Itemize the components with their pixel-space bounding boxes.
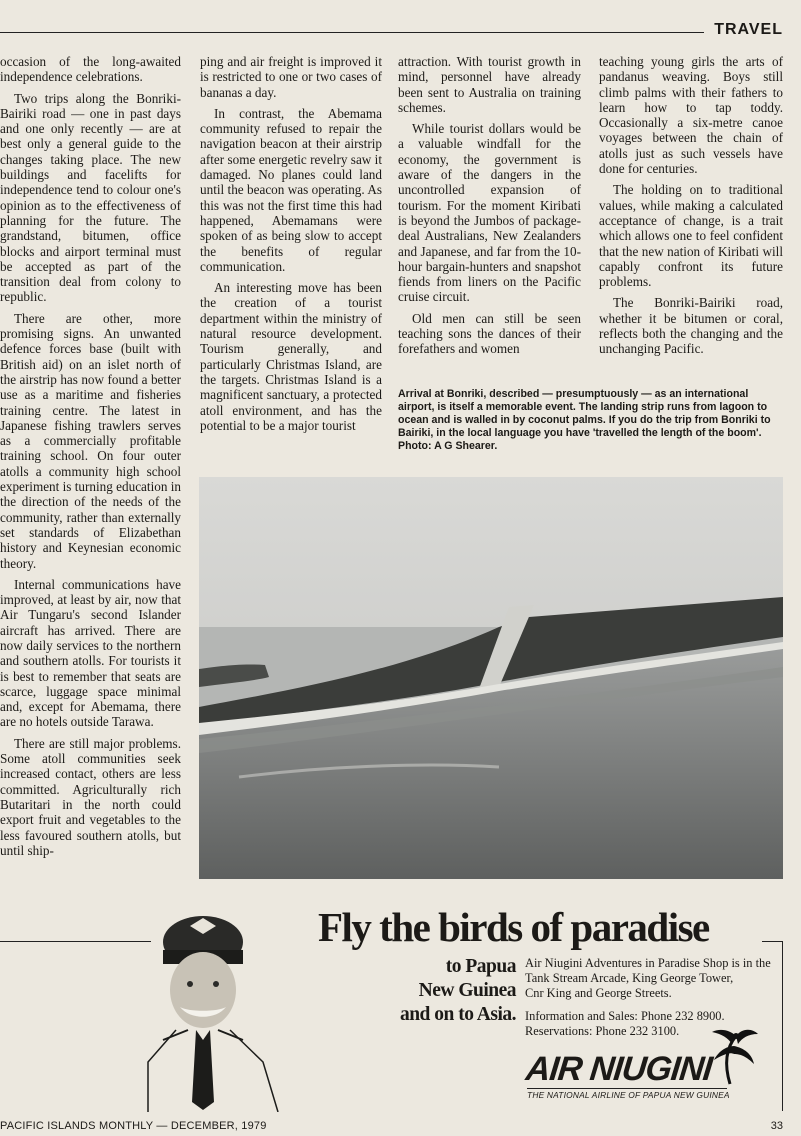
photo-caption: Arrival at Bonriki, described — presumptuously — as an international airport, is itself a memorable event. The landing strip runs from lagoon to ocean and is walled in by coconut palms. If you do the trip from Bonriki to Bairiki, in the local language you have 'travelled the length of the boom'. Photo: A G Shearer. bbox=[398, 388, 771, 452]
pilot-illustration bbox=[128, 912, 308, 1112]
article-paragraph: Old men can still be seen teaching sons the dances of their forefathers and women bbox=[398, 310, 581, 357]
header-rule bbox=[0, 32, 704, 33]
ad-contact-line: Information and Sales: Phone 232 8900. bbox=[525, 1009, 725, 1023]
article-column-4 bbox=[599, 54, 783, 363]
article-paragraph: Internal communications have improved, at least by air, now that Air Tungaru's second Islander aircraft has arrived. There are now daily services to the northern and southern atolls. For tourists it is best to remember that seats are scarce, luggage space minimal and, except for Abemama, there are no hotels outside Tarawa. bbox=[0, 576, 181, 730]
ad-border-vertical bbox=[782, 941, 783, 1111]
brand-underline bbox=[527, 1088, 727, 1089]
article-paragraph: The holding on to traditional values, while making a calculated acceptance of change, is a trait which allows one to feel confident that the new nation of Kiribati will capably confront its future problems. bbox=[599, 182, 783, 290]
ad-destination-line: and on to Asia. bbox=[399, 1004, 516, 1025]
article-paragraph: In contrast, the Abemama community refused to repair the navigation beacon at their airstrip after some energetic revelry saw it damaged. No planes could land until the beacon was operating. As this was not the first time this had happened, Abemamans were spoken of as being slow to accept the benefits of regular communication. bbox=[200, 105, 382, 274]
ad-destination-line: to Papua bbox=[445, 956, 516, 977]
aerial-photo-bonriki-airstrip bbox=[199, 477, 783, 879]
ad-info-line: Tank Stream Arcade, King George Tower, bbox=[525, 971, 734, 985]
ad-destinations bbox=[388, 955, 516, 1027]
ad-info-line: Cnr King and George Streets. bbox=[525, 986, 672, 1000]
ad-info-line: Air Niugini Adventures in Paradise Shop is in the bbox=[525, 956, 771, 970]
article-paragraph: Two trips along the Bonriki-Bairiki road — one in past days and one only recently — are at best only a general guide to the changes taking place. The new buildings and facelifts for independence tend to colour one's opinion as to the effectiveness of planning for the future. The grandstand, bitumen, office blocks and airport terminal must be accepted as part of the transition deal from colony to republic. bbox=[0, 90, 181, 305]
section-title: TRAVEL bbox=[714, 21, 783, 38]
ad-border-right bbox=[762, 941, 783, 942]
article-paragraph: An interesting move has been the creation of a tourist department within the ministry of natural resource development. Tourism generally, and particularly Christmas Island, are the targets. Christmas Island is a magnificent sanctuary, a protected atoll environment, and has the potential to be a major tourist bbox=[200, 280, 382, 433]
article-paragraph: teaching young girls the arts of pandanus weaving. Boys still climb palms with their fathers to learn how to tap toddy. Occasionally a six-metre canoe voyages between the chain of atolls just as such vessels have done for centuries. bbox=[599, 54, 783, 177]
ad-headline: Fly the birds of paradise bbox=[318, 904, 709, 950]
article-paragraph: While tourist dollars would be a valuable windfall for the economy, the government is aware of the dangers in the uncontrolled expansion of tourism. For the moment Kiribati is beyond the Jumbos of package-deal Australians, New Zealanders and Japanese, and far from the 10-hour bargain-hunters and snapshot fiends from liners on the Pacific cruise circuit. bbox=[398, 121, 581, 305]
article-paragraph: There are still major problems. Some atoll communities seek increased contact, others are less committed. Agriculturally rich Butaritari in the north could export fruit and vegetables to the less favoured southern atolls, but until ship- bbox=[0, 735, 181, 858]
brand-tagline: THE NATIONAL AIRLINE OF PAPUA NEW GUINEA bbox=[527, 1090, 730, 1100]
article-column-2 bbox=[200, 54, 382, 439]
article-paragraph: ping and air freight is improved it is restricted to one or two cases of bananas a day. bbox=[200, 54, 382, 100]
ad-contact-line: Reservations: Phone 232 3100. bbox=[525, 1024, 680, 1038]
page-number: 33 bbox=[770, 1120, 783, 1132]
article-column-1 bbox=[0, 54, 181, 884]
article-paragraph: The Bonriki-Bairiki road, whether it be bitumen or coral, reflects both the changing and the unchanging Pacific. bbox=[599, 295, 783, 357]
bird-of-paradise-icon bbox=[700, 1024, 760, 1090]
publication-footer: PACIFIC ISLANDS MONTHLY — DECEMBER, 1979 bbox=[0, 1120, 267, 1132]
ad-destination-line: New Guinea bbox=[418, 980, 516, 1001]
article-paragraph: occasion of the long-awaited independence celebrations. bbox=[0, 54, 181, 85]
air-niugini-logo-text: AIR NIUGINI bbox=[524, 1050, 714, 1088]
article-column-3 bbox=[398, 54, 581, 363]
article-paragraph: attraction. With tourist growth in mind, personnel have already been sent to Australia on training schemes. bbox=[398, 54, 581, 115]
article-paragraph: There are other, more promising signs. An unwanted defence forces base (built with British aid) on an islet north of the airstrip has now found a better use as a maritime and fisheries training centre. The latest in Japanese fishing trawlers serves as a commercially profitable training school. On four outer atolls a community high school experiment is turning education in the direction of the needs of the community, rather than externally set standards of Elizabethan history and Keynesian economic theory. bbox=[0, 310, 181, 571]
